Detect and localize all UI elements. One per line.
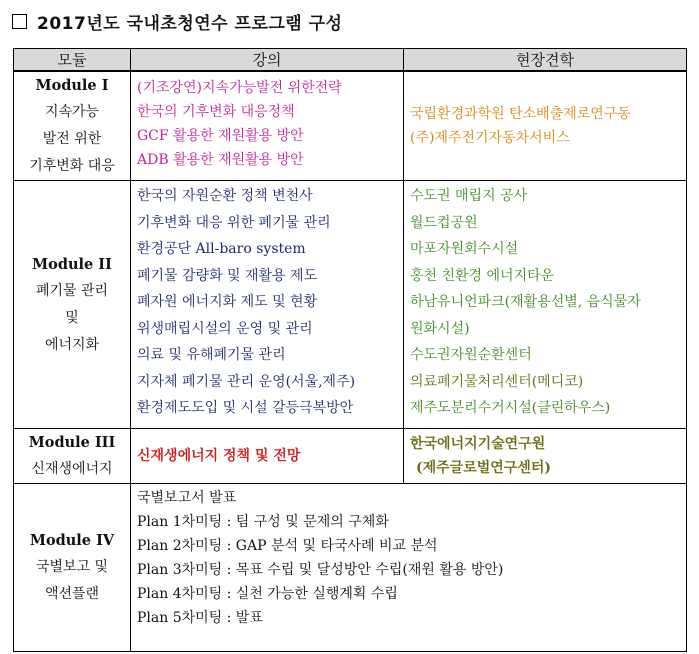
checkbox-icon bbox=[12, 14, 27, 29]
site-item: 원화시설) bbox=[410, 320, 470, 337]
lecture-item: 신재생에너지 정책 및 전망 bbox=[137, 448, 301, 464]
module-1-row bbox=[14, 71, 687, 181]
lecture-item: 지자체 폐기물 관리 운영(서울,제주) bbox=[137, 373, 356, 390]
module-3-lectures bbox=[131, 429, 404, 484]
lecture-item: Plan 5차미팅 : 발표 bbox=[137, 610, 263, 626]
site-item: 하남유니언파크(재활용선별, 음식물자 bbox=[410, 294, 641, 310]
page-title bbox=[12, 7, 342, 35]
lecture-item: 위생매립시설의 운영 및 관리 bbox=[137, 320, 313, 337]
lecture-item: GCF 활용한 재원활용 방안 bbox=[137, 128, 304, 144]
module-1-cell bbox=[14, 71, 131, 181]
module-2-row bbox=[14, 181, 687, 429]
header-site: 현장견학 bbox=[404, 49, 687, 72]
site-item: 마포자원회수시설 bbox=[410, 241, 519, 257]
site-item: 의료폐기물처리센터(메디코) bbox=[410, 373, 584, 390]
lecture-item: Plan 1차미팅 : 팀 구성 및 문제의 구체화 bbox=[137, 514, 389, 530]
module-1-sites bbox=[404, 71, 687, 181]
header-row bbox=[14, 49, 687, 72]
site-item: 홍천 친환경 에너지타운 bbox=[410, 267, 555, 284]
lecture-item: Plan 3차미팅 : 목표 수립 및 달성방안 수립(재원 활용 방안) bbox=[137, 562, 504, 578]
header-module: 모듈 bbox=[14, 49, 131, 72]
module-2-title: Module II bbox=[32, 255, 112, 273]
site-item: 국립환경과학원 탄소배출제로연구동 bbox=[410, 106, 631, 122]
module-1-lectures bbox=[131, 71, 404, 181]
module-4-row bbox=[14, 484, 687, 652]
site-item: (주)제주전기자동차서비스 bbox=[410, 130, 570, 146]
site-item: 제주도분리수거시설(클린하우스) bbox=[410, 400, 611, 416]
module-2-line: 및 bbox=[65, 309, 79, 326]
module-3-cell bbox=[14, 429, 131, 484]
module-1-line: 기후변화 대응 bbox=[29, 158, 115, 174]
site-item: 수도권 매립지 공사 bbox=[410, 188, 528, 204]
site-item: 한국에너지기술연구원 bbox=[410, 436, 546, 452]
module-3-title: Module III bbox=[28, 434, 116, 451]
module-4-cell bbox=[14, 484, 131, 652]
lecture-item: 한국의 기후변화 대응정책 bbox=[137, 104, 295, 120]
site-item: 월드컵공원 bbox=[410, 214, 478, 231]
lecture-item: ADB 활용한 재원활용 방안 bbox=[137, 152, 304, 168]
module-1-line: 지속가능 bbox=[44, 104, 100, 120]
lecture-item: 의료 및 유해폐기물 관리 bbox=[137, 347, 286, 363]
lecture-item: 환경공단 All-baro system bbox=[137, 241, 306, 257]
module-4-title: Module IV bbox=[29, 532, 115, 549]
page-title-text: 2017년도 국내초청연수 프로그램 구성 bbox=[37, 13, 343, 34]
module-1-line: 발전 위한 bbox=[42, 131, 102, 147]
module-3-line: 신재생에너지 bbox=[31, 461, 113, 477]
module-2-cell bbox=[14, 181, 131, 429]
module-4-lectures bbox=[131, 484, 687, 652]
module-3-row bbox=[14, 429, 687, 484]
module-2-line: 에너지화 bbox=[44, 336, 100, 353]
lecture-item: 폐기물 감량화 및 재활용 제도 bbox=[137, 267, 318, 284]
lecture-item: (기조강연)지속가능발전 위한전략 bbox=[137, 80, 342, 96]
module-2-lectures bbox=[131, 181, 404, 429]
module-2-line: 폐기물 관리 bbox=[35, 282, 109, 299]
lecture-item: 폐자원 에너지화 제도 및 현황 bbox=[137, 294, 318, 310]
site-item: 수도권자원순환센터 bbox=[410, 347, 532, 363]
module-1-title: Module I bbox=[35, 77, 109, 94]
lecture-item: 한국의 자원순환 정책 변천사 bbox=[137, 188, 313, 204]
lecture-item: 국별보고서 발표 bbox=[137, 490, 237, 506]
module-2-sites bbox=[404, 181, 687, 429]
lecture-item: Plan 2차미팅 : GAP 분석 및 타국사례 비교 분석 bbox=[137, 538, 438, 554]
site-item: (제주글로벌연구센터) bbox=[416, 460, 551, 476]
lecture-item: 환경제도도입 및 시설 갈등극복방안 bbox=[137, 400, 354, 416]
program-table bbox=[13, 48, 687, 652]
lecture-item: Plan 4차미팅 : 실천 가능한 실행계획 수립 bbox=[137, 586, 398, 602]
module-4-line: 국별보고 및 bbox=[35, 559, 109, 575]
header-lecture: 강의 bbox=[131, 49, 404, 72]
module-3-sites bbox=[404, 429, 687, 484]
lecture-item: 기후변화 대응 위한 폐기물 관리 bbox=[137, 214, 331, 231]
module-4-line: 액션플랜 bbox=[44, 586, 100, 602]
